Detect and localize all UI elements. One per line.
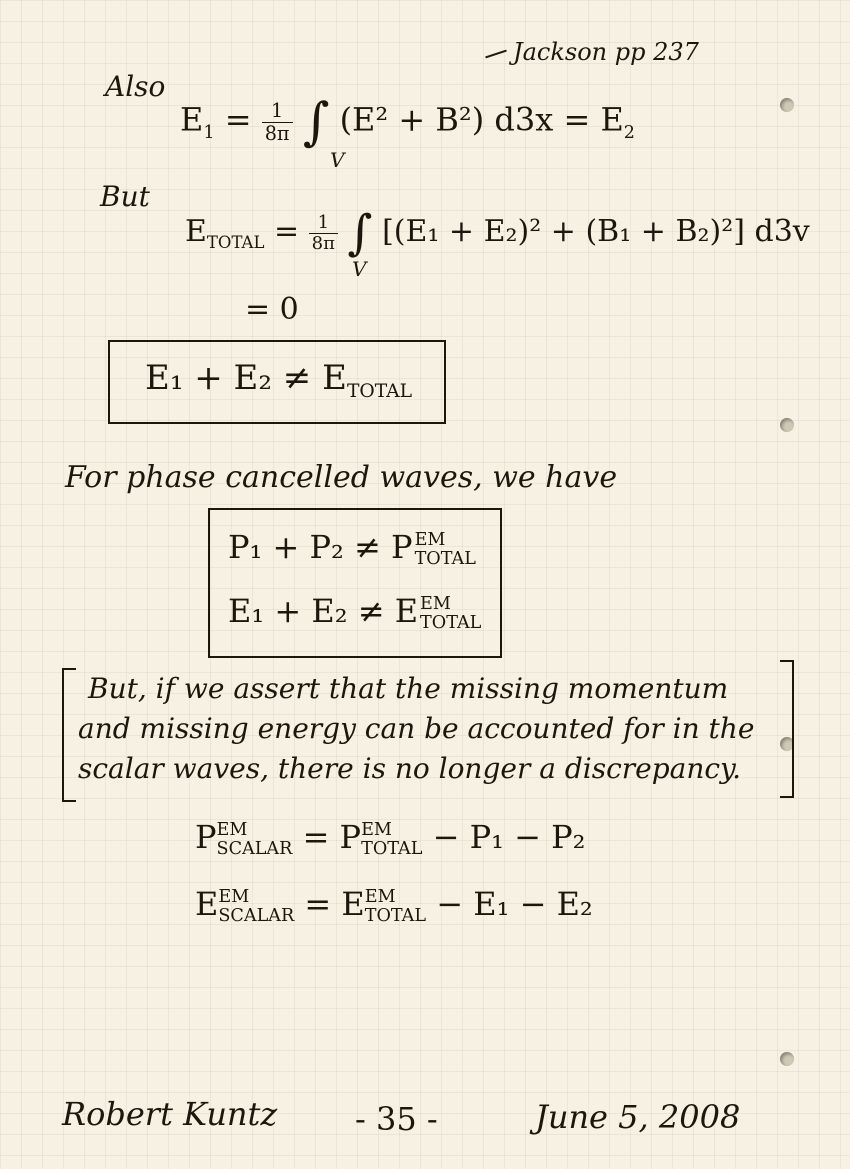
eq4-lhs-sub: SCALAR	[218, 905, 295, 926]
eq1-fraction	[262, 100, 293, 143]
energy-inequality	[145, 358, 412, 402]
eq2-integrand: [(E₁ + E₂)² + (B₁ + B₂)²] d3v	[382, 214, 810, 249]
eq4-mid-sup: EM	[364, 887, 396, 908]
author-signature: Robert Kuntz	[62, 1095, 278, 1133]
eq1-lhs: E	[180, 100, 204, 139]
eq2-frac-den: 8π	[311, 232, 335, 254]
momentum-inequality	[228, 528, 476, 568]
eq4-mid: = E	[304, 885, 365, 923]
reference-text: Jackson pp 237	[513, 38, 699, 66]
eq1-lhs-sub: 1	[203, 122, 215, 143]
momentum-inequality-sup: EM	[414, 530, 446, 551]
total-energy-equation: $E_{TOTAL}$ = $\frac{1}{8\pi}$ ∫ [(E₁ + E₂)² + (B₁ + B₂)²] d3v	[185, 205, 810, 261]
energy-integral-equation: $E_1$ = $\frac{1}{8\pi}$ ∫ (E² + B²) $d3x = E_2$	[180, 92, 635, 152]
also-label: Also	[105, 70, 166, 103]
assertion-line-3: scalar waves, there is no longer a discrepancy.	[78, 752, 742, 785]
eq2-domain: V	[352, 257, 367, 281]
eq2-lhs: E	[185, 214, 207, 249]
binder-hole-bottom	[780, 1052, 794, 1066]
binder-hole-top	[780, 98, 794, 112]
eq2-result: = 0	[245, 292, 299, 327]
eq1-rhs: = E	[563, 100, 624, 139]
assertion-line-2: and missing energy can be accounted for in the	[78, 712, 755, 745]
jackson-reference	[485, 38, 699, 66]
energy-em-inequality-sub: TOTAL	[420, 612, 482, 633]
eq1-frac-den: 8π	[264, 121, 290, 145]
eq3-mid: = P	[302, 818, 362, 856]
scalar-energy-equation	[195, 885, 593, 925]
eq3-lhs-sup: EM	[216, 820, 248, 841]
assertion-line-1: But, if we assert that the missing momentum	[88, 672, 729, 705]
eq2-lhs-sub: TOTAL	[206, 233, 265, 252]
energy-em-inequality	[228, 592, 481, 632]
momentum-inequality-text: P₁ + P₂ ≠ P	[228, 528, 413, 566]
eq4-lhs-sup: EM	[218, 887, 250, 908]
integral-sign: ∫	[302, 92, 330, 152]
scalar-momentum-equation	[195, 818, 585, 858]
momentum-inequality-sub: TOTAL	[414, 548, 476, 569]
eq3-rest: − P₁ − P₂	[432, 818, 586, 856]
eq3-lhs-sub: SCALAR	[216, 838, 293, 859]
energy-em-inequality-text: E₁ + E₂ ≠ E	[228, 592, 419, 630]
eq4-lhs: E	[195, 885, 219, 923]
page-date: June 5, 2008	[535, 1098, 741, 1136]
inequality1-text: E₁ + E₂ ≠ E	[145, 358, 347, 398]
eq1-rhs-sub: 2	[623, 122, 635, 143]
eq4-rest: − E₁ − E₂	[436, 885, 593, 923]
eq1-frac-num: 1	[262, 100, 293, 122]
but-label: But	[100, 180, 150, 213]
eq3-mid-sub: TOTAL	[361, 838, 423, 859]
eq2-frac-num: 1	[309, 213, 338, 234]
phase-cancelled-text: For phase cancelled waves, we have	[65, 460, 618, 495]
eq1-integrand: (E² + B²) d3x	[339, 100, 554, 139]
page-number: - 35 -	[355, 1100, 438, 1138]
eq3-lhs: P	[195, 818, 217, 856]
right-bracket	[780, 660, 794, 798]
integral-sign: ∫	[347, 205, 373, 261]
inequality1-sub: TOTAL	[346, 380, 413, 402]
binder-hole-upper-mid	[780, 418, 794, 432]
eq3-mid-sup: EM	[361, 820, 392, 841]
energy-em-inequality-sup: EM	[420, 594, 451, 615]
left-bracket	[62, 668, 76, 802]
eq4-mid-sub: TOTAL	[364, 905, 427, 926]
eq2-fraction	[309, 213, 338, 254]
eq1-domain: V	[330, 148, 345, 172]
